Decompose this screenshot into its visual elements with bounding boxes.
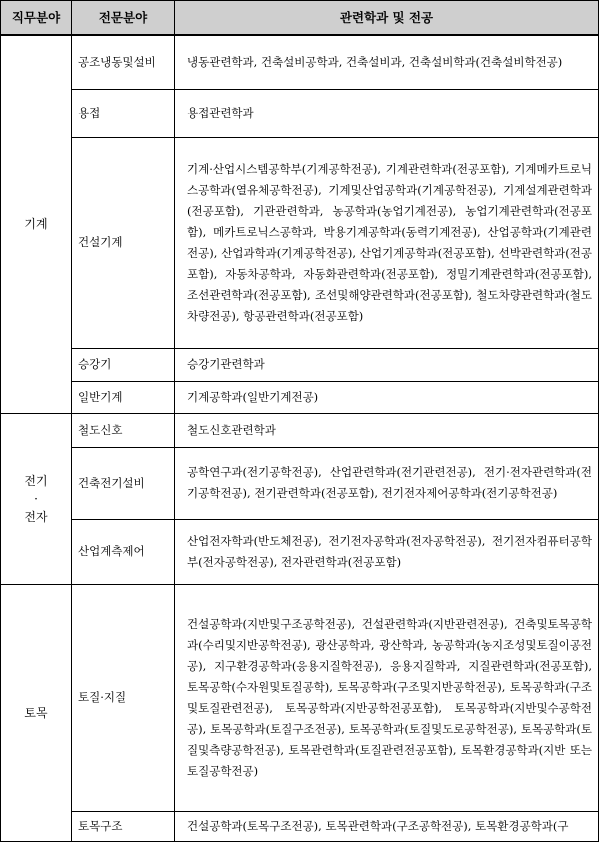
job-label: 토목 [24,705,48,720]
specialty-cell: 승강기 [72,348,175,381]
specialty-cell: 일반기계 [72,381,175,413]
departments-cell: 건설공학과(토목구조전공), 토목관련학과(구조공학전공), 토목환경공학과(구 [175,811,599,841]
table-row [1,811,599,841]
departments-cell: 기계·산업시스템공학부(기계공학전공), 기계관련학과(전공포함), 기계메카트로닉스공학과(열유체공학전공), 기계및산업공학과(기계공학전공), 기계설계관련학과(전공포함), 기관관련학과, 농공학과(농업기계전공), 농업기계관련학과(전공포함), 메카트로닉스공학과, 박용기계공학과(동력기계전공), 산업공학과(기계관련전공), 산업과학과(기계공학전공), 산업기계공학과(전공포함), 선박관련학과(전공포함), 자동차공학과, 자동화관련학과(전공포함), 정밀기계관련학과(전공포함), 조선관련학과(전공포함), 조선및해양관련학과(전공포함), 철도차량관련학과(철도차량전공), 항공관련학과(전공포함) [175,137,599,348]
departments-cell: 기계공학과(일반기계전공) [175,381,599,413]
table-row [1,447,599,519]
departments-cell: 승강기관련학과 [175,348,599,381]
job-cell-civil [1,584,72,841]
departments-cell: 공학연구과(전기공학전공), 산업관련학과(전기관련전공), 전기·전자관련학과(전기공학전공), 전기관련학과(전공포함), 전기전자제어공학과(전기공학전공) [175,447,599,519]
table-row [1,35,599,89]
table-row [1,348,599,381]
specialty-cell: 공조냉동및설비 [72,35,175,89]
departments-cell: 철도신호관련학과 [175,413,599,447]
specialty-cell: 철도신호 [72,413,175,447]
job-label: · [34,491,38,506]
job-cell-mechanical [1,35,72,413]
departments-cell: 용접관련학과 [175,89,599,137]
table-row [1,519,599,584]
specialty-cell: 용접 [72,89,175,137]
specialty-cell: 토질·지질 [72,584,175,811]
table-row [1,413,599,447]
header-specialty: 전문분야 [72,1,175,36]
table-row [1,89,599,137]
departments-cell: 냉동관련학과, 건축설비공학과, 건축설비과, 건축설비학과(건축설비학전공) [175,35,599,89]
table-row [1,584,599,811]
departments-cell: 건설공학과(지반및구조공학전공), 건설관련학과(지반관련전공), 건축및토목공학과(수리및지반공학전공), 광산공학과, 광산학과, 농공학과(농지조성및토질이공전공), 지구환경공학과(응용지질학전공), 응용지질학과, 지질관련학과(전공포함), 토목공학(수자원및토질공학), 토목공학과(구조및지반공학전공), 토목공학과(구조및토질관련전공), 토목공학과(지반공학전공포함), 토목공학과(지반및수공학전공), 토목공학과(토질구조전공), 토목공학과(토질및도로공학전공), 토목공학과(토질및측량공학전공), 토목관련학과(토질관련전공포함), 토목환경공학과(지반 또는 토질공학전공) [175,584,599,811]
header-job-field: 직무분야 [1,1,72,36]
specialty-cell: 산업계측제어 [72,519,175,584]
table-row [1,381,599,413]
specialty-cell: 건설기계 [72,137,175,348]
departments-cell: 산업전자학과(반도체전공), 전기전자공학과(전자공학전공), 전기전자컴퓨터공학부(전자공학전공), 전자관련학과(전공포함) [175,519,599,584]
table-row [1,137,599,348]
job-label: 전기 [24,473,48,488]
specialty-cell: 토목구조 [72,811,175,841]
job-label: 기계 [24,217,48,232]
specialty-cell: 건축전기설비 [72,447,175,519]
header-row [1,1,599,36]
header-related-departments: 관련학과 및 전공 [175,1,599,36]
job-label: 전자 [24,509,48,524]
job-cell-electrical [1,413,72,584]
